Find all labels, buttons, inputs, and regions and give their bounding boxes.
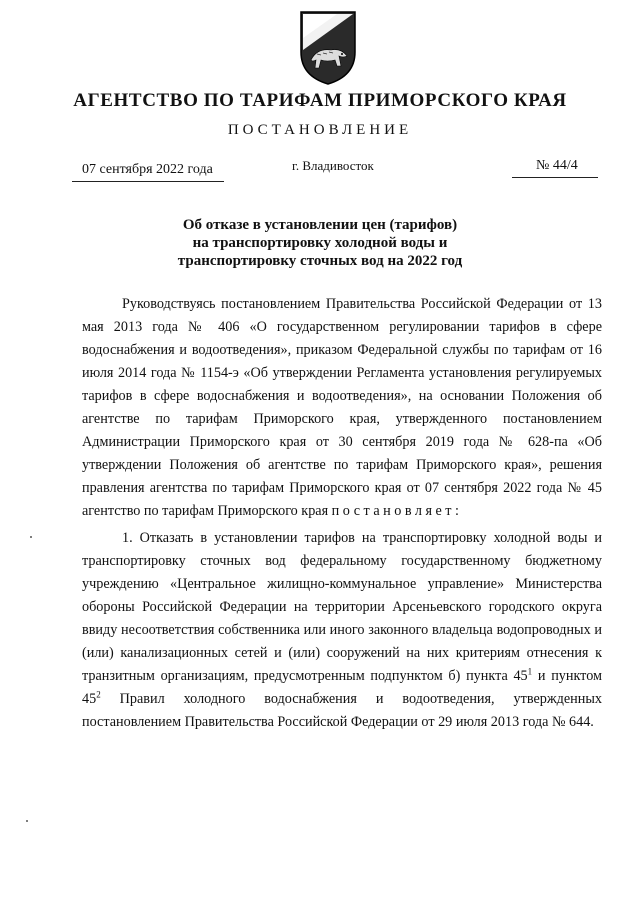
coat-of-arms-icon	[297, 8, 359, 86]
document-body	[82, 293, 602, 734]
title-line: транспортировку сточных вод на 2022 год	[177, 253, 463, 269]
preamble-paragraph	[82, 293, 602, 523]
document-number: № 44/4	[536, 158, 578, 173]
resolution-verb: постановляет:	[331, 503, 463, 519]
superscript: 1	[527, 666, 533, 677]
clause-text: 1. Отказать в установлении тарифов на транспортировку холодной воды и транспортировку сточных вод федеральному государственному бюджетному учреждению «Центральное жилищно-коммунальное управление» Министерства обороны Российской Федерации на территории Арсеньевского городского округа ввиду несоответствия собственника или иного законного владельца водопроводных и (или) канализационных сетей и (или) сооружений на них критериям отнесения к транзитным организациям, предусмотренным подпунктом б) пункта 45	[82, 530, 602, 684]
clause-text: Правил холодного водоснабжения и водоотведения, утвержденных постановлением Правительства Российской Федерации от 29 июля 2013 года № 644.	[82, 691, 602, 730]
title-line: Об отказе в установлении цен (тарифов)	[182, 217, 458, 233]
document-title	[120, 216, 520, 270]
clause-1-paragraph	[82, 527, 602, 734]
superscript: 2	[96, 689, 101, 700]
agency-name: АГЕНТСТВО ПО ТАРИФАМ ПРИМОРСКОГО КРАЯ	[73, 90, 567, 111]
title-line: на транспортировку холодной воды и	[192, 235, 448, 251]
document-type: ПОСТАНОВЛЕНИЕ	[227, 122, 413, 138]
preamble-text: Руководствуясь постановлением Правительства Российской Федерации от 13 мая 2013 года № 406 «О государственном регулировании тарифов в сфере водоснабжения и водоотведения», приказом Федеральной службы по тарифам от 16 июля 2014 года № 1154-э «Об утверждении Регламента установления регулируемых тарифов в сфере водоснабжения и водоотведения», на основании Положения об агентстве по тарифам Приморского края, утвержденного постановлением Администрации Приморского края от 30 сентября 2019 года № 628-па «Об утверждении Положения об агентстве по тарифам Приморского края», решения правления агентства по тарифам Приморского края от 07 сентября 2022 года № 45 агентство по тарифам Приморского края	[82, 296, 602, 519]
document-date: 07 сентября 2022 года	[82, 162, 213, 177]
scan-speck	[26, 820, 28, 822]
document-place: г. Владивосток	[292, 158, 374, 173]
clause-text: и пунктом 45	[82, 668, 602, 707]
date-underline	[72, 181, 224, 182]
scan-speck	[30, 536, 32, 538]
number-underline	[512, 177, 598, 178]
